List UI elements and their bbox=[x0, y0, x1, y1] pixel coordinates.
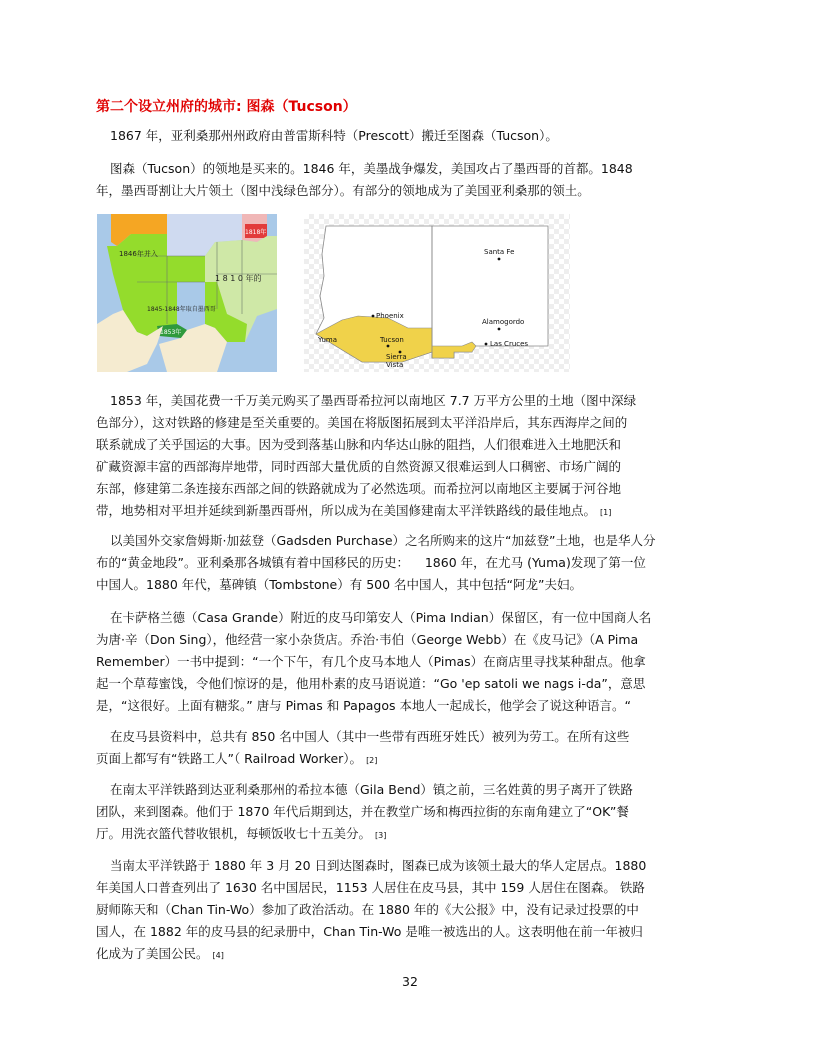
text-line: 页面上都写有“铁路工人”（ Railroad Worker）。 bbox=[96, 751, 363, 766]
text-line: 东部，修建第二条连接东西部之间的铁路就成为了必然选项。而希拉河以南地区主要属于河谷地 bbox=[96, 481, 622, 496]
paragraph bbox=[96, 530, 724, 596]
map-label-1846: 1846年并入 bbox=[119, 250, 158, 258]
territorial-expansion-map bbox=[97, 214, 277, 372]
city-label-yuma: Yuma bbox=[318, 336, 338, 344]
text-line: 在南太平洋铁路到达亚利桑那州的希拉本德（Gila Bend）镇之前，三名姓黄的男子离开了铁路 bbox=[110, 782, 633, 797]
text-line: 化成为了美国公民。 bbox=[96, 946, 209, 961]
paragraph bbox=[96, 855, 724, 967]
city-label-santa-fe: Santa Fe bbox=[484, 248, 515, 256]
paragraph bbox=[96, 779, 724, 847]
city-label-tucson: Tucson bbox=[380, 336, 404, 344]
footnote-ref[interactable]: [3] bbox=[375, 831, 387, 840]
text-line: 在皮马县资料中，总共有 850 名中国人（其中一些带有西班牙姓氏）被列为劳工。在所有这些 bbox=[110, 729, 630, 744]
text-line: 图森（Tucson）的领地是买来的。1846 年，美墨战争爆发，美国攻占了墨西哥的首都。1848 bbox=[110, 161, 633, 176]
text-line: Remember）一书中提到：“一个下午，有几个皮马本地人（Pimas）在商店里寻找某种甜点。他拿 bbox=[96, 654, 646, 669]
page-number: 32 bbox=[402, 974, 418, 989]
text-line: 厅。用洗衣篮代替收银机，每顿饭收七十五美分。 bbox=[96, 826, 372, 841]
footnote-ref[interactable]: [1] bbox=[600, 508, 612, 517]
text-line: 团队，来到图森。他们于 1870 年代后期到达，并在教堂广场和梅西拉街的东南角建立了“OK”餐 bbox=[96, 804, 629, 819]
paragraph bbox=[96, 390, 724, 524]
map-label-1818: 1818年 bbox=[245, 229, 267, 236]
paragraph bbox=[96, 158, 724, 202]
text-line: 在卡萨格兰德（Casa Grande）附近的皮马印第安人（Pima Indian）保留区，有一位中国商人名 bbox=[110, 610, 652, 625]
map-label-1845: 1845-1848年取自墨西哥 bbox=[147, 306, 216, 313]
text-line: 国人，在 1882 年的皮马县的纪录册中，Chan Tin-Wo 是唯一被选出的人。这表明他在前一年被归 bbox=[96, 924, 643, 939]
text-line: 色部分），这对铁路的修建是至关重要的。美国在将版图拓展到太平洋沿岸后，其东西海岸之间的 bbox=[96, 415, 628, 430]
section-heading: 第二个设立州府的城市: 图森（Tucson） bbox=[96, 99, 357, 115]
city-label-alamogordo: Alamogordo bbox=[482, 318, 525, 326]
text-line: 以美国外交家詹姆斯·加兹登（Gadsden Purchase）之名所购来的这片“加兹登”土地，也是华人分 bbox=[110, 533, 656, 548]
city-label-phoenix: Phoenix bbox=[376, 312, 404, 320]
state-map-graphic bbox=[304, 214, 570, 372]
footnote-ref[interactable]: [2] bbox=[366, 756, 378, 765]
map-label-1853: 1853年 bbox=[160, 329, 182, 336]
text-line: 1853 年，美国花费一千万美元购买了墨西哥希拉河以南地区 7.7 万平方公里的土地（图中深绿 bbox=[110, 393, 637, 408]
text-line: 厨师陈天和（Chan Tin-Wo）参加了政治活动。在 1880 年的《大公报》中，没有记录过投票的中 bbox=[96, 902, 639, 917]
text-line: 布的“黄金地段”。亚利桑那各城镇有着中国移民的历史： 1860 年，在尤马 (Yuma)发现了第一位 bbox=[96, 555, 646, 570]
footnote-ref[interactable]: [4] bbox=[212, 951, 224, 960]
text-line: 年美国人口普查列出了 1630 名中国居民，1153 人居住在皮马县，其中 159 人居住在图森。 铁路 bbox=[96, 880, 645, 895]
text-line: 带，地势相对平坦并延续到新墨西哥州，所以成为在美国修建南太平洋铁路线的最佳地点。 bbox=[96, 503, 597, 518]
arizona-newmexico-map bbox=[304, 214, 570, 372]
text-line: 起一个草莓蜜饯，令他们惊讶的是，他用朴素的皮马语说道：“Go 'ep satoli we nags i-da”，意思 bbox=[96, 676, 646, 691]
paragraph bbox=[96, 726, 724, 772]
paragraph bbox=[96, 607, 724, 717]
text-line: 联系就成了关乎国运的大事。因为受到落基山脉和内华达山脉的阻挡，人们很难进入土地肥沃和 bbox=[96, 437, 622, 452]
text-line: 1867 年，亚利桑那州州政府由普雷斯科特（Prescott）搬迁至图森（Tucson）。 bbox=[110, 128, 558, 143]
map-label-1810: 1 8 1 0 年的 bbox=[215, 274, 262, 283]
city-label-las-cruces: Las Cruces bbox=[490, 340, 529, 348]
text-line: 年，墨西哥割让大片领土（图中浅绿色部分）。有部分的领地成为了美国亚利桑那的领土。 bbox=[96, 183, 590, 198]
text-line: 为唐·辛（Don Sing），他经营一家小杂货店。乔治·韦伯（George Webb）在《皮马记》（A Pima bbox=[96, 632, 639, 647]
city-label-vista: Vista bbox=[386, 361, 404, 369]
paragraph bbox=[96, 125, 724, 147]
text-line: 是，“这很好。上面有糖浆。” 唐与 Pimas 和 Papagos 本地人一起成长，他学会了说这种语言。“ bbox=[96, 698, 631, 713]
text-line: 当南太平洋铁路于 1880 年 3 月 20 日到达图森时，图森已成为该领土最大的华人定居点。1880 bbox=[110, 858, 647, 873]
text-line: 中国人。1880 年代，墓碑镇（Tombstone）有 500 名中国人，其中包括“阿龙”夫妇。 bbox=[96, 577, 582, 592]
text-line: 矿藏资源丰富的西部海岸地带，同时西部大量优质的自然资源又很难运到人口稠密、市场广阔的 bbox=[96, 459, 622, 474]
territorial-map-graphic bbox=[97, 214, 277, 372]
city-label-sierra: Sierra bbox=[386, 353, 407, 361]
